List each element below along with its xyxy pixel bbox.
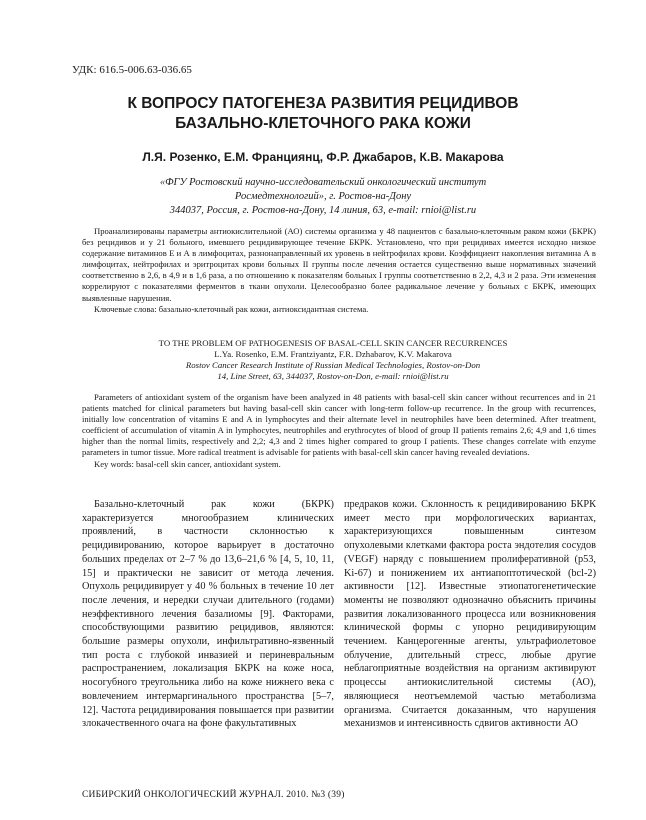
abstract-ru-text: Проанализированы параметры антиокислительной (АО) системы организма у 48 пациентов с базально-клеточным раком кожи (БКРК) без рецидивов и у 21 больного, имевшего рецидивирующее течение БКРК. Установлено, что при рецидивах имеется исходно низкое содержание витаминов Е и А в лимфоцитах, разнонаправленный их уровень в нейтрофилах крови. Коэффициент накопления витамина А в лимфоцитах, нейтрофилах и эритроцитах крови больных II группы после лечения остается существенно выше нормативных значений соответственно в 2,6, в 4,9 и в 1,6 раза, а по отношению к показателям больных I группы соответственно в 2,2, 4,3 и 2 раза. Эти изменения коррелируют с показателями ферментов в ткани опухоли. Целесообразно более радикальное лечение у больных с БКРК, имеющих выявленные нарушения. — [82, 226, 596, 303]
affiliation-ru — [40, 176, 606, 218]
english-header — [70, 338, 596, 382]
udk-code: УДК: 616.5-006.63-036.65 — [72, 64, 192, 76]
affiliation-line-1: «ФГУ Ростовский научно-исследовательский онкологический институт — [159, 177, 487, 188]
english-authors: L.Ya. Rosenko, E.M. Frantziyantz, F.R. Dzhabarov, K.V. Makarova — [214, 349, 452, 359]
english-affiliation-2: 14, Line Street, 63, 344037, Rostov-on-Don, e-mail: rnioi@list.ru — [217, 371, 449, 381]
english-title: TO THE PROBLEM OF PATHOGENESIS OF BASAL-CELL SKIN CANCER RECURRENCES — [158, 338, 508, 348]
title-line-1: К ВОПРОСУ ПАТОГЕНЕЗА РАЗВИТИЯ РЕЦИДИВОВ — [127, 95, 519, 112]
journal-footer: СИБИРСКИЙ ОНКОЛОГИЧЕСКИЙ ЖУРНАЛ. 2010. №3 (39) — [82, 790, 345, 800]
body-column-right: предраков кожи. Склонность к рецидивированию БКРК имеет место при морфологических вариантах, характеризующихся повышенным синтезом опухолевыми клетками фактора роста эндотелия сосудов (VEGF) наряду с повышением пролиферативной (p53, Ki-67) и понижением их антиапоптотической (bcl-2) активности [12]. Известные этиопатогенетические моменты не позволяют однозначно объяснить причины развития локализованного процесса или возникновения клинической формы с упорно рецидивирующим течением. Канцерогенные агенты, ультрафиолетовое облучение, длительный стресс, любые другие неблагоприятные воздействия на организм активируют процессы антиокислительной системы (АО), являющиеся неотъемлемой частью метаболизма организма. Считается доказанным, что нарушения механизмов и интенсивность сдвигов активности АО — [344, 499, 596, 730]
affiliation-line-3: 344037, Россия, г. Ростов-на-Дону, 14 линия, 63, e-mail: rnioi@list.ru — [169, 205, 477, 216]
abstract-ru — [82, 226, 596, 315]
abstract-en-text: Parameters of antioxidant system of the organism have been analyzed in 48 patients with basal-cell skin cancer without recurrences and in 21 patients matched for clinical parameters but having basal-cell skin cancer with long-term follow-up recurrence. In the group with recurrences, initially low concentration of vitamins E and A in lymphocytes and their alternate level in neutrophiles have been determined. After treatment, coefficient of accumulation of vitamin A in lymphocytes, neutrophiles and erythrocytes of blood of group II patients remains 2,6; 4,9 and 1,6 times higher than the normal limits, respectively and 2,2; 4,3 and 2 times higher compared to group I patients. These changes correlate with enzyme parameters in tumor tissue. More radical treatment is advisable for patients with basal-cell skin cancer having revealed deviations. — [82, 392, 596, 458]
title-line-2: БАЗАЛЬНО-КЛЕТОЧНОГО РАКА КОЖИ — [175, 115, 471, 132]
body-column-left: Базально-клеточный рак кожи (БКРК) характеризуется многообразием клинических проявлений, в частности склонностью к рецидивированию, которое варьирует в достаточно больших пределах от 2–7 % до 13,6–21,6 % [4, 5, 10, 11, 15] и практически не зависит от метода лечения. Опухоль рецидивирует у 40 % больных в течение 10 лет после лечения, и нередки случаи длительного (годами) неэффективного лечения базалиомы [9]. Факторами, способствующими развитию рецидивов, являются: большие размеры опухоли, инфильтративно-язвенный тип роста с глубокой инвазией и периневральным распространением, локализация БКРК на коже носа, носогубного треугольника либо на коже нижнего века с вовлечением интермаргинального пространства [5–7, 12]. Частота рецидивирования повышается при развитии злокачественного очага на фоне факультативных — [82, 499, 334, 730]
abstract-en — [82, 392, 596, 470]
article-title — [40, 94, 606, 134]
english-affiliation-1: Rostov Cancer Research Institute of Russian Medical Technologies, Rostov-on-Don — [185, 360, 481, 370]
keywords-en: Key words: basal-cell skin cancer, antioxidant system. — [94, 458, 281, 469]
keywords-ru: Ключевые слова: базально-клеточный рак кожи, антиоксидантная система. — [94, 303, 369, 314]
affiliation-line-2: Росмедтехнологий», г. Ростов-на-Дону — [234, 191, 412, 202]
authors-ru: Л.Я. Розенко, Е.М. Франциянц, Ф.Р. Джабаров, К.В. Макарова — [142, 150, 504, 164]
